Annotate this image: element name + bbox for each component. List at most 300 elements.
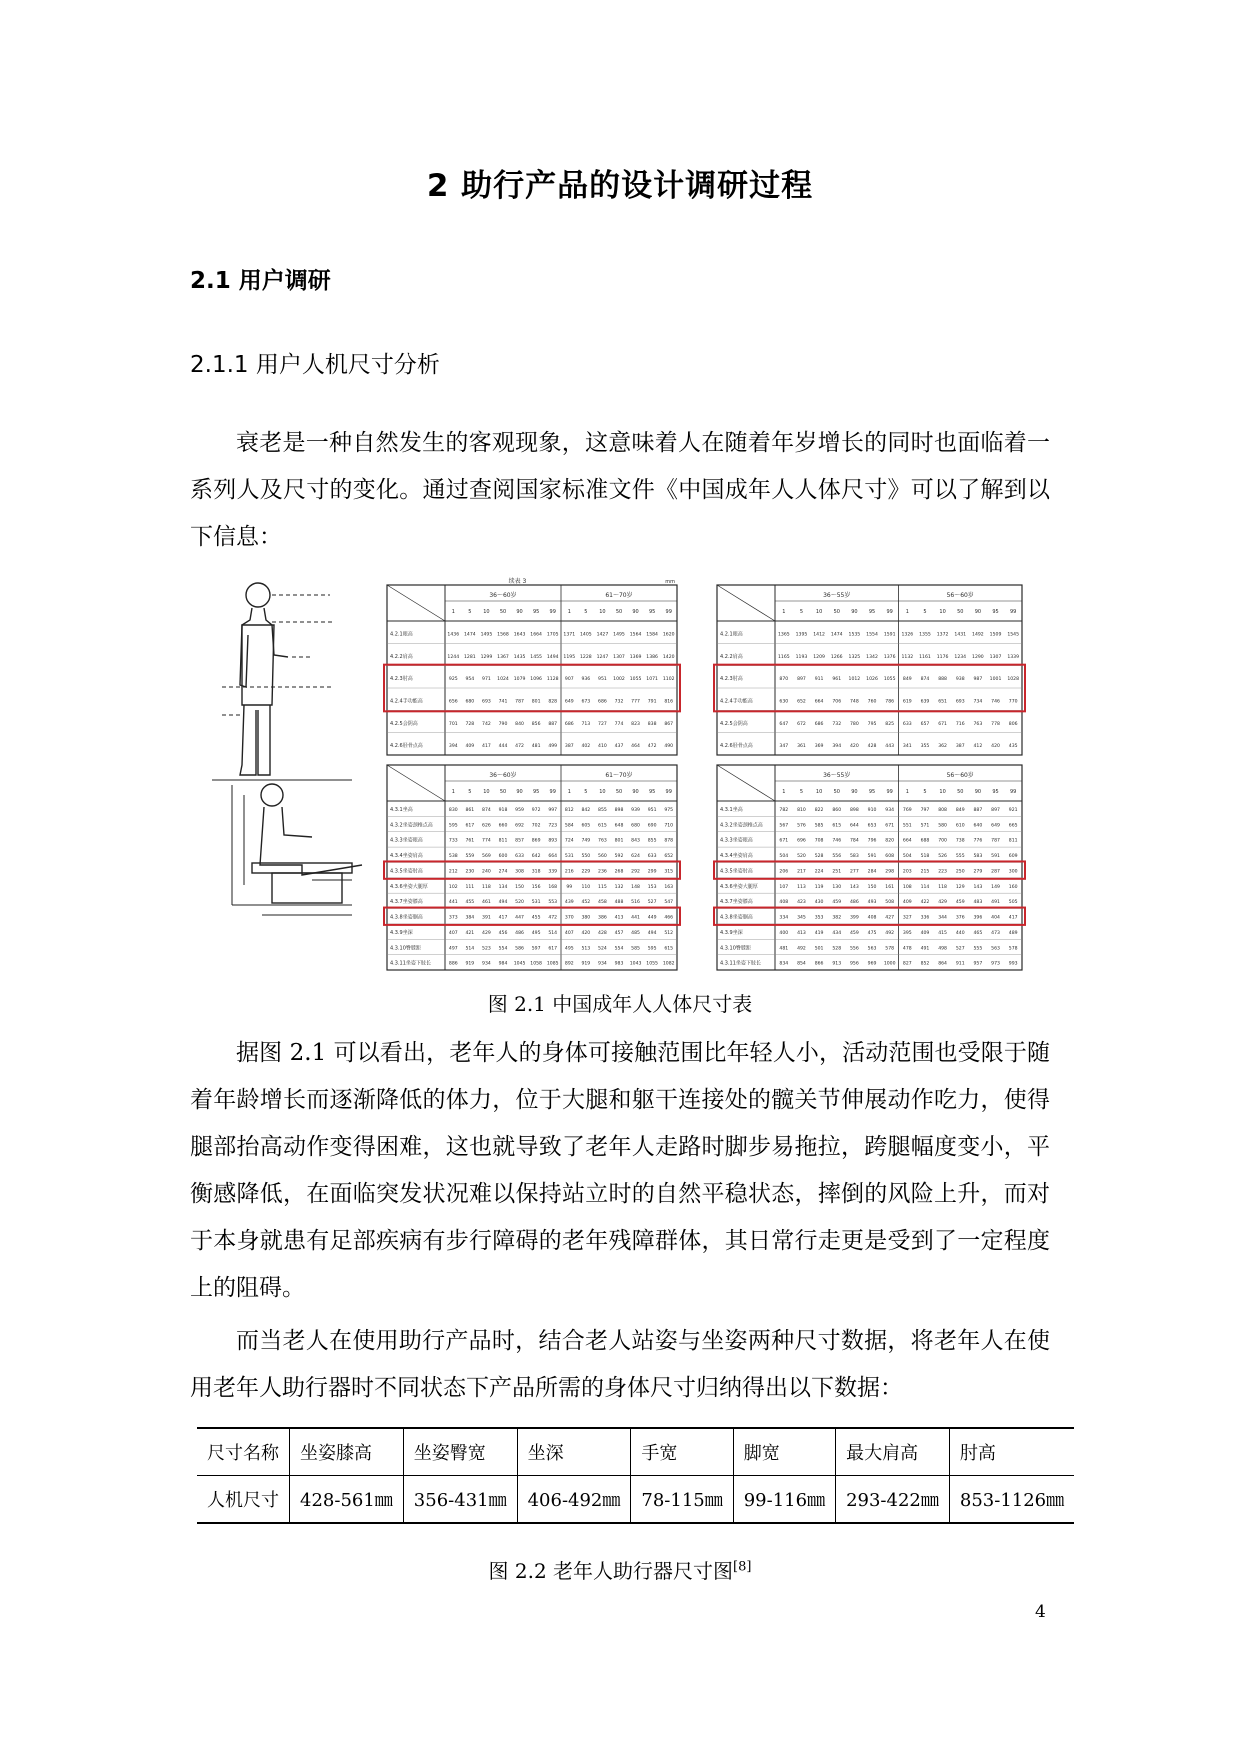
scan-cell-value: 1342 xyxy=(866,654,878,660)
scan-row-label: 4.2.2肩高 xyxy=(720,653,743,660)
scan-percentile: 5 xyxy=(923,789,927,795)
scan-cell-value: 1643 xyxy=(513,632,526,638)
scan-cell-value: 527 xyxy=(955,946,965,952)
scan-cell-value: 336 xyxy=(920,915,930,921)
scan-cell-value: 1591 xyxy=(883,632,896,638)
scan-cell-value: 308 xyxy=(515,869,524,875)
scan-cell-value: 1367 xyxy=(497,654,509,660)
scan-cell-value: 760 xyxy=(867,699,877,705)
scan-cell-value: 459 xyxy=(832,900,842,906)
scan-cell-value: 1161 xyxy=(919,654,931,660)
scan-cell-value: 486 xyxy=(515,930,524,936)
scan-cell-value: 439 xyxy=(564,900,574,906)
scan-cell-value: 855 xyxy=(598,807,607,813)
scan-cell-value: 505 xyxy=(1008,900,1018,906)
scan-cell-value: 528 xyxy=(832,946,842,952)
scan-percentile: 95 xyxy=(648,789,656,795)
scan-cell-value: 1376 xyxy=(883,654,896,660)
scan-cell-value: 983 xyxy=(614,961,624,967)
scan-cell-value: 671 xyxy=(885,823,895,829)
scan-cell-value: 387 xyxy=(955,744,965,750)
scan-cell-value: 820 xyxy=(885,838,895,844)
scan-cell-value: 843 xyxy=(631,838,640,844)
scan-cell-value: 823 xyxy=(631,721,640,727)
table-header-cell: 坐姿臀宽 xyxy=(403,1428,517,1476)
figure-2-2-caption-text: 图 2.2 老年人助行器尺寸图 xyxy=(488,1559,734,1583)
scan-percentile: 10 xyxy=(483,789,490,795)
scan-cell-value: 553 xyxy=(548,900,558,906)
scan-cell-value: 520 xyxy=(515,900,524,906)
scan-cell-value: 576 xyxy=(797,823,806,829)
scan-cell-value: 341 xyxy=(902,744,912,750)
scan-cell-value: 299 xyxy=(647,869,657,875)
scan-cell-value: 287 xyxy=(991,869,1000,875)
scan-cell-value: 795 xyxy=(867,721,877,727)
scan-cell-value: 394 xyxy=(448,744,458,750)
scan-cell-value: 504 xyxy=(779,854,789,860)
scan-cell-value: 856 xyxy=(531,721,541,727)
scan-cell-value: 1325 xyxy=(848,654,861,660)
scan-cell-value: 478 xyxy=(902,946,912,952)
scan-cell-value: 485 xyxy=(631,930,640,936)
scan-percentile: 90 xyxy=(632,609,639,615)
table-header-cell: 手宽 xyxy=(631,1428,733,1476)
scan-cell-value: 494 xyxy=(647,930,657,936)
scan-cell-value: 563 xyxy=(867,946,877,952)
scan-cell-value: 481 xyxy=(531,744,541,750)
scan-cell-value: 344 xyxy=(938,915,947,921)
scan-cell-value: 938 xyxy=(955,677,965,683)
scan-cell-value: 150 xyxy=(867,884,877,890)
scan-cell-value: 787 xyxy=(515,699,524,705)
scan-percentile: 99 xyxy=(1009,609,1017,615)
scan-cell-value: 163 xyxy=(664,884,674,890)
scan-cell-value: 1043 xyxy=(629,961,642,967)
scan-cell-value: 633 xyxy=(902,721,912,727)
scan-cell-value: 461 xyxy=(482,900,491,906)
scan-cell-value: 229 xyxy=(581,869,591,875)
scan-age-group: 61～70岁 xyxy=(605,592,633,599)
scan-cell-value: 595 xyxy=(647,946,657,952)
scan-cell-value: 1535 xyxy=(848,632,861,638)
scan-cell-value: 1307 xyxy=(989,654,1002,660)
scan-cell-value: 649 xyxy=(991,823,1000,829)
scan-cell-value: 300 xyxy=(1008,869,1018,875)
scan-percentile: 50 xyxy=(499,789,507,795)
scan-percentile: 90 xyxy=(974,789,982,795)
scan-percentile: 50 xyxy=(499,609,507,615)
scan-cell-value: 1055 xyxy=(629,677,642,683)
scan-cell-value: 874 xyxy=(920,677,930,683)
scan-cell-value: 869 xyxy=(531,838,541,844)
scanned-dimension-tables xyxy=(384,577,1025,970)
scan-cell-value: 422 xyxy=(920,900,930,906)
scan-cell-value: 609 xyxy=(1008,854,1018,860)
scan-cell-value: 472 xyxy=(515,744,524,750)
scan-cell-value: 696 xyxy=(797,838,806,844)
scan-cell-value: 161 xyxy=(885,884,895,890)
scan-cell-value: 1132 xyxy=(901,654,914,660)
scan-percentile: 5 xyxy=(584,789,588,795)
scan-cell-value: 796 xyxy=(867,838,877,844)
scan-cell-value: 825 xyxy=(885,721,895,727)
scan-cell-value: 236 xyxy=(598,869,607,875)
scan-cell-value: 742 xyxy=(482,721,491,727)
scan-cell-value: 615 xyxy=(598,823,607,829)
scan-cell-value: 483 xyxy=(973,900,983,906)
scan-row-label: 4.2.2肩高 xyxy=(390,653,413,660)
scan-cell-value: 897 xyxy=(797,677,806,683)
scan-cell-value: 456 xyxy=(498,930,508,936)
scan-cell-value: 892 xyxy=(564,961,574,967)
scan-cell-value: 866 xyxy=(814,961,824,967)
scan-cell-value: 1290 xyxy=(972,654,984,660)
walker-dimension-table xyxy=(197,1427,1074,1524)
scan-cell-value: 1435 xyxy=(513,654,526,660)
scan-percentile: 90 xyxy=(516,609,523,615)
scan-percentile: 50 xyxy=(615,789,623,795)
table-cell: 853-1126㎜ xyxy=(949,1476,1074,1524)
scan-percentile: 1 xyxy=(905,789,909,795)
scan-percentile: 50 xyxy=(957,609,964,615)
scan-cell-value: 921 xyxy=(1008,807,1018,813)
scan-cell-value: 528 xyxy=(814,854,824,860)
scan-cell-value: 452 xyxy=(581,900,591,906)
scan-cell-value: 774 xyxy=(614,721,624,727)
scan-cell-value: 1492 xyxy=(972,632,984,638)
scan-cell-value: 118 xyxy=(482,884,491,890)
scan-row-label: 4.3.1坐高 xyxy=(720,806,743,813)
scan-cell-value: 369 xyxy=(814,744,824,750)
scan-cell-value: 723 xyxy=(548,823,558,829)
scan-cell-value: 396 xyxy=(973,915,983,921)
scan-cell-value: 1369 xyxy=(629,654,642,660)
scan-row-label: 4.3.2坐姿颈椎点高 xyxy=(720,822,763,829)
scan-cell-value: 427 xyxy=(885,915,895,921)
scan-row-label: 4.3.4坐姿肩高 xyxy=(720,853,753,860)
scan-cell-value: 887 xyxy=(548,721,558,727)
scan-row-label: 4.3.2坐姿颈椎点高 xyxy=(390,822,433,829)
scan-cell-value: 458 xyxy=(598,900,607,906)
table-header-cell: 坐姿膝高 xyxy=(290,1428,404,1476)
scan-cell-value: 649 xyxy=(564,699,574,705)
scan-percentile: 99 xyxy=(1009,789,1017,795)
scan-cell-value: 206 xyxy=(779,869,789,875)
scan-cell-value: 1620 xyxy=(662,632,675,638)
scan-cell-value: 769 xyxy=(902,807,912,813)
scan-cell-value: 660 xyxy=(498,823,508,829)
scan-cell-value: 626 xyxy=(482,823,491,829)
citation-ref: [8] xyxy=(733,1559,752,1575)
scan-cell-value: 664 xyxy=(902,838,912,844)
scan-row-label: 4.2.5会阴高 xyxy=(720,720,748,727)
scan-cell-value: 215 xyxy=(920,869,930,875)
scan-cell-value: 298 xyxy=(885,869,895,875)
scan-percentile: 1 xyxy=(782,609,786,615)
scan-cell-value: 457 xyxy=(614,930,624,936)
scan-percentile: 95 xyxy=(992,789,999,795)
scan-percentile: 95 xyxy=(868,789,876,795)
scan-cell-value: 99 xyxy=(566,884,573,890)
scan-cell-value: 647 xyxy=(779,721,789,727)
scan-cell-value: 455 xyxy=(465,900,475,906)
scan-cell-value: 1085 xyxy=(546,961,559,967)
scan-row-label: 4.3.7坐姿膝高 xyxy=(390,899,423,906)
scan-cell-value: 652 xyxy=(664,854,674,860)
scan-cell-value: 867 xyxy=(664,721,674,727)
scan-cell-value: 217 xyxy=(797,869,806,875)
scan-cell-value: 110 xyxy=(581,884,591,890)
scan-row-label: 4.3.1坐高 xyxy=(390,806,413,813)
scan-cell-value: 913 xyxy=(832,961,842,967)
scan-cell-value: 777 xyxy=(631,699,640,705)
scan-cell-value: 605 xyxy=(581,823,591,829)
scan-cell-value: 617 xyxy=(548,946,558,952)
scan-cell-value: 686 xyxy=(814,721,824,727)
scan-percentile: 90 xyxy=(974,609,982,615)
scan-cell-value: 531 xyxy=(564,854,574,860)
scan-cell-value: 810 xyxy=(797,807,806,813)
scan-cell-value: 1266 xyxy=(830,654,843,660)
scan-cell-value: 409 xyxy=(902,900,912,906)
scan-percentile: 10 xyxy=(939,609,946,615)
scan-percentile: 99 xyxy=(886,789,893,795)
scan-cell-value: 787 xyxy=(991,838,1000,844)
scan-table-title: 续表 3 xyxy=(508,578,527,585)
scan-cell-value: 686 xyxy=(598,699,607,705)
scan-cell-value: 524 xyxy=(598,946,607,952)
scan-cell-value: 693 xyxy=(482,699,491,705)
scan-cell-value: 657 xyxy=(920,721,930,727)
scan-cell-value: 554 xyxy=(498,946,508,952)
scan-cell-value: 404 xyxy=(991,915,1000,921)
scan-cell-value: 361 xyxy=(797,744,806,750)
scan-row-label: 4.3.9坐深 xyxy=(720,929,743,936)
scan-cell-value: 130 xyxy=(832,884,842,890)
scan-table-diagonal xyxy=(387,585,445,621)
scan-cell-value: 842 xyxy=(581,807,591,813)
scan-cell-value: 954 xyxy=(465,677,475,683)
scan-cell-value: 630 xyxy=(779,699,789,705)
scan-cell-value: 816 xyxy=(664,699,674,705)
scan-percentile: 95 xyxy=(532,789,540,795)
scan-cell-value: 554 xyxy=(614,946,624,952)
table-cell: 293-422㎜ xyxy=(836,1476,950,1524)
scan-cell-value: 464 xyxy=(631,744,640,750)
scan-row-label: 4.2.4手功能高 xyxy=(390,698,423,705)
scan-cell-value: 585 xyxy=(814,823,824,829)
scan-cell-value: 493 xyxy=(867,900,877,906)
figure-2-2-caption xyxy=(0,1555,1240,1584)
scan-cell-value: 1365 xyxy=(777,632,790,638)
scan-cell-value: 597 xyxy=(531,946,541,952)
scan-cell-value: 888 xyxy=(938,677,947,683)
scan-cell-value: 384 xyxy=(465,915,475,921)
scan-cell-value: 277 xyxy=(850,869,859,875)
scan-cell-value: 473 xyxy=(991,930,1000,936)
scan-cell-value: 855 xyxy=(647,838,657,844)
scan-cell-value: 671 xyxy=(938,721,947,727)
scan-cell-value: 934 xyxy=(482,961,491,967)
scan-cell-value: 763 xyxy=(598,838,607,844)
subsection-title: 2.1.1 用户人机尺寸分析 xyxy=(190,352,440,378)
scan-cell-value: 355 xyxy=(920,744,930,750)
scan-cell-value: 516 xyxy=(631,900,640,906)
scan-percentile: 1 xyxy=(451,609,455,615)
scan-cell-value: 1247 xyxy=(596,654,609,660)
page-number: 4 xyxy=(1035,1602,1046,1622)
scan-cell-value: 428 xyxy=(867,744,877,750)
scan-row-label: 4.3.11坐姿下肢长 xyxy=(720,960,761,967)
scan-cell-value: 664 xyxy=(548,854,558,860)
scan-cell-value: 849 xyxy=(902,677,912,683)
scan-cell-value: 822 xyxy=(814,807,824,813)
table-header-cell: 肘高 xyxy=(949,1428,1074,1476)
scan-cell-value: 373 xyxy=(448,915,458,921)
scan-age-group: 56～60岁 xyxy=(946,772,974,779)
scan-cell-value: 830 xyxy=(448,807,458,813)
scan-cell-value: 555 xyxy=(955,854,965,860)
scan-cell-value: 600 xyxy=(498,854,508,860)
scan-cell-value: 1079 xyxy=(513,677,526,683)
scan-cell-value: 465 xyxy=(973,930,983,936)
scan-cell-value: 437 xyxy=(614,744,624,750)
scan-cell-value: 347 xyxy=(779,744,789,750)
scan-cell-value: 749 xyxy=(581,838,591,844)
scan-cell-value: 413 xyxy=(797,930,806,936)
scan-cell-value: 508 xyxy=(885,900,895,906)
scan-cell-value: 672 xyxy=(797,721,806,727)
scan-cell-value: 447 xyxy=(515,915,524,921)
scan-cell-value: 1176 xyxy=(936,654,949,660)
scan-percentile: 95 xyxy=(992,609,999,615)
scan-cell-value: 279 xyxy=(973,869,983,875)
scan-cell-value: 969 xyxy=(867,961,877,967)
scan-table-diagonal xyxy=(717,765,775,801)
scan-cell-value: 738 xyxy=(955,838,965,844)
scan-cell-value: 274 xyxy=(498,869,508,875)
scan-cell-value: 790 xyxy=(498,721,508,727)
scan-cell-value: 898 xyxy=(850,807,859,813)
scan-cell-value: 391 xyxy=(482,915,491,921)
scan-cell-value: 748 xyxy=(850,699,859,705)
scan-cell-value: 811 xyxy=(1008,838,1018,844)
scan-row-label: 4.3.6坐姿大腿厚 xyxy=(390,883,428,890)
scan-cell-value: 560 xyxy=(598,854,607,860)
scan-row-label: 4.3.9坐深 xyxy=(390,929,413,936)
scan-cell-value: 595 xyxy=(448,823,458,829)
scan-cell-value: 315 xyxy=(664,869,674,875)
scan-cell-value: 893 xyxy=(548,838,558,844)
scan-percentile: 1 xyxy=(567,789,571,795)
scan-cell-value: 653 xyxy=(867,823,877,829)
scan-cell-value: 497 xyxy=(448,946,458,952)
scan-cell-value: 441 xyxy=(631,915,640,921)
scan-cell-value: 671 xyxy=(779,838,789,844)
scan-cell-value: 1326 xyxy=(901,632,914,638)
table-header-cell: 最大肩高 xyxy=(836,1428,950,1476)
scan-table-unit: mm xyxy=(665,579,675,585)
scan-cell-value: 585 xyxy=(631,946,640,952)
scan-cell-value: 119 xyxy=(814,884,824,890)
scan-cell-value: 591 xyxy=(991,854,1000,860)
scan-cell-value: 556 xyxy=(832,854,842,860)
scan-cell-value: 608 xyxy=(885,854,895,860)
scan-cell-value: 407 xyxy=(564,930,574,936)
scan-cell-value: 108 xyxy=(902,884,912,890)
scan-cell-value: 797 xyxy=(920,807,930,813)
scan-cell-value: 531 xyxy=(531,900,541,906)
scan-cell-value: 1431 xyxy=(954,632,967,638)
scan-cell-value: 957 xyxy=(973,961,983,967)
scan-cell-value: 907 xyxy=(564,677,574,683)
scan-cell-value: 492 xyxy=(885,930,895,936)
scan-cell-value: 784 xyxy=(850,838,859,844)
scan-cell-value: 551 xyxy=(902,823,912,829)
scan-cell-value: 370 xyxy=(564,915,574,921)
scan-cell-value: 481 xyxy=(779,946,789,952)
scan-cell-value: 1386 xyxy=(646,654,658,660)
scan-cell-value: 827 xyxy=(902,961,912,967)
scan-cell-value: 402 xyxy=(581,744,591,750)
scan-cell-value: 644 xyxy=(850,823,859,829)
scan-cell-value: 143 xyxy=(973,884,983,890)
scan-row-label: 4.3.8坐姿腘高 xyxy=(720,914,753,921)
table-cell: 人机尺寸 xyxy=(197,1476,290,1524)
scan-cell-value: 380 xyxy=(581,915,591,921)
scan-percentile: 5 xyxy=(468,789,472,795)
table-header-cell: 坐深 xyxy=(517,1428,631,1476)
scan-cell-value: 523 xyxy=(482,946,491,952)
scan-cell-value: 690 xyxy=(647,823,657,829)
scan-percentile: 50 xyxy=(615,609,623,615)
scan-cell-value: 639 xyxy=(920,699,930,705)
scan-cell-value: 1568 xyxy=(497,632,509,638)
scan-cell-value: 111 xyxy=(465,884,475,890)
scan-cell-value: 434 xyxy=(832,930,842,936)
scan-cell-value: 400 xyxy=(779,930,789,936)
scan-cell-value: 680 xyxy=(465,699,475,705)
scan-cell-value: 791 xyxy=(647,699,657,705)
scan-cell-value: 491 xyxy=(991,900,1000,906)
scan-cell-value: 1058 xyxy=(530,961,542,967)
scan-percentile: 5 xyxy=(468,609,472,615)
scan-cell-value: 812 xyxy=(564,807,574,813)
scan-cell-value: 1307 xyxy=(613,654,625,660)
scan-cell-value: 513 xyxy=(581,946,591,952)
scan-cell-value: 693 xyxy=(955,699,965,705)
scan-cell-value: 512 xyxy=(664,930,674,936)
scan-cell-value: 490 xyxy=(664,744,674,750)
scan-cell-value: 399 xyxy=(850,915,859,921)
scan-cell-value: 732 xyxy=(614,699,624,705)
scan-cell-value: 961 xyxy=(832,677,842,683)
scan-cell-value: 975 xyxy=(664,807,674,813)
scan-cell-value: 617 xyxy=(465,823,475,829)
scan-cell-value: 466 xyxy=(664,915,674,921)
scan-row-label: 4.2.5会阴高 xyxy=(390,720,418,727)
scan-cell-value: 919 xyxy=(581,961,591,967)
scan-cell-value: 984 xyxy=(498,961,508,967)
scan-cell-value: 160 xyxy=(1008,884,1018,890)
scan-cell-value: 409 xyxy=(465,744,475,750)
scan-cell-value: 633 xyxy=(515,854,524,860)
scan-cell-value: 292 xyxy=(631,869,640,875)
scan-cell-value: 1024 xyxy=(497,677,509,683)
scan-age-group: 61～70岁 xyxy=(605,772,633,779)
scan-cell-value: 240 xyxy=(482,869,491,875)
scan-cell-value: 1455 xyxy=(530,654,542,660)
